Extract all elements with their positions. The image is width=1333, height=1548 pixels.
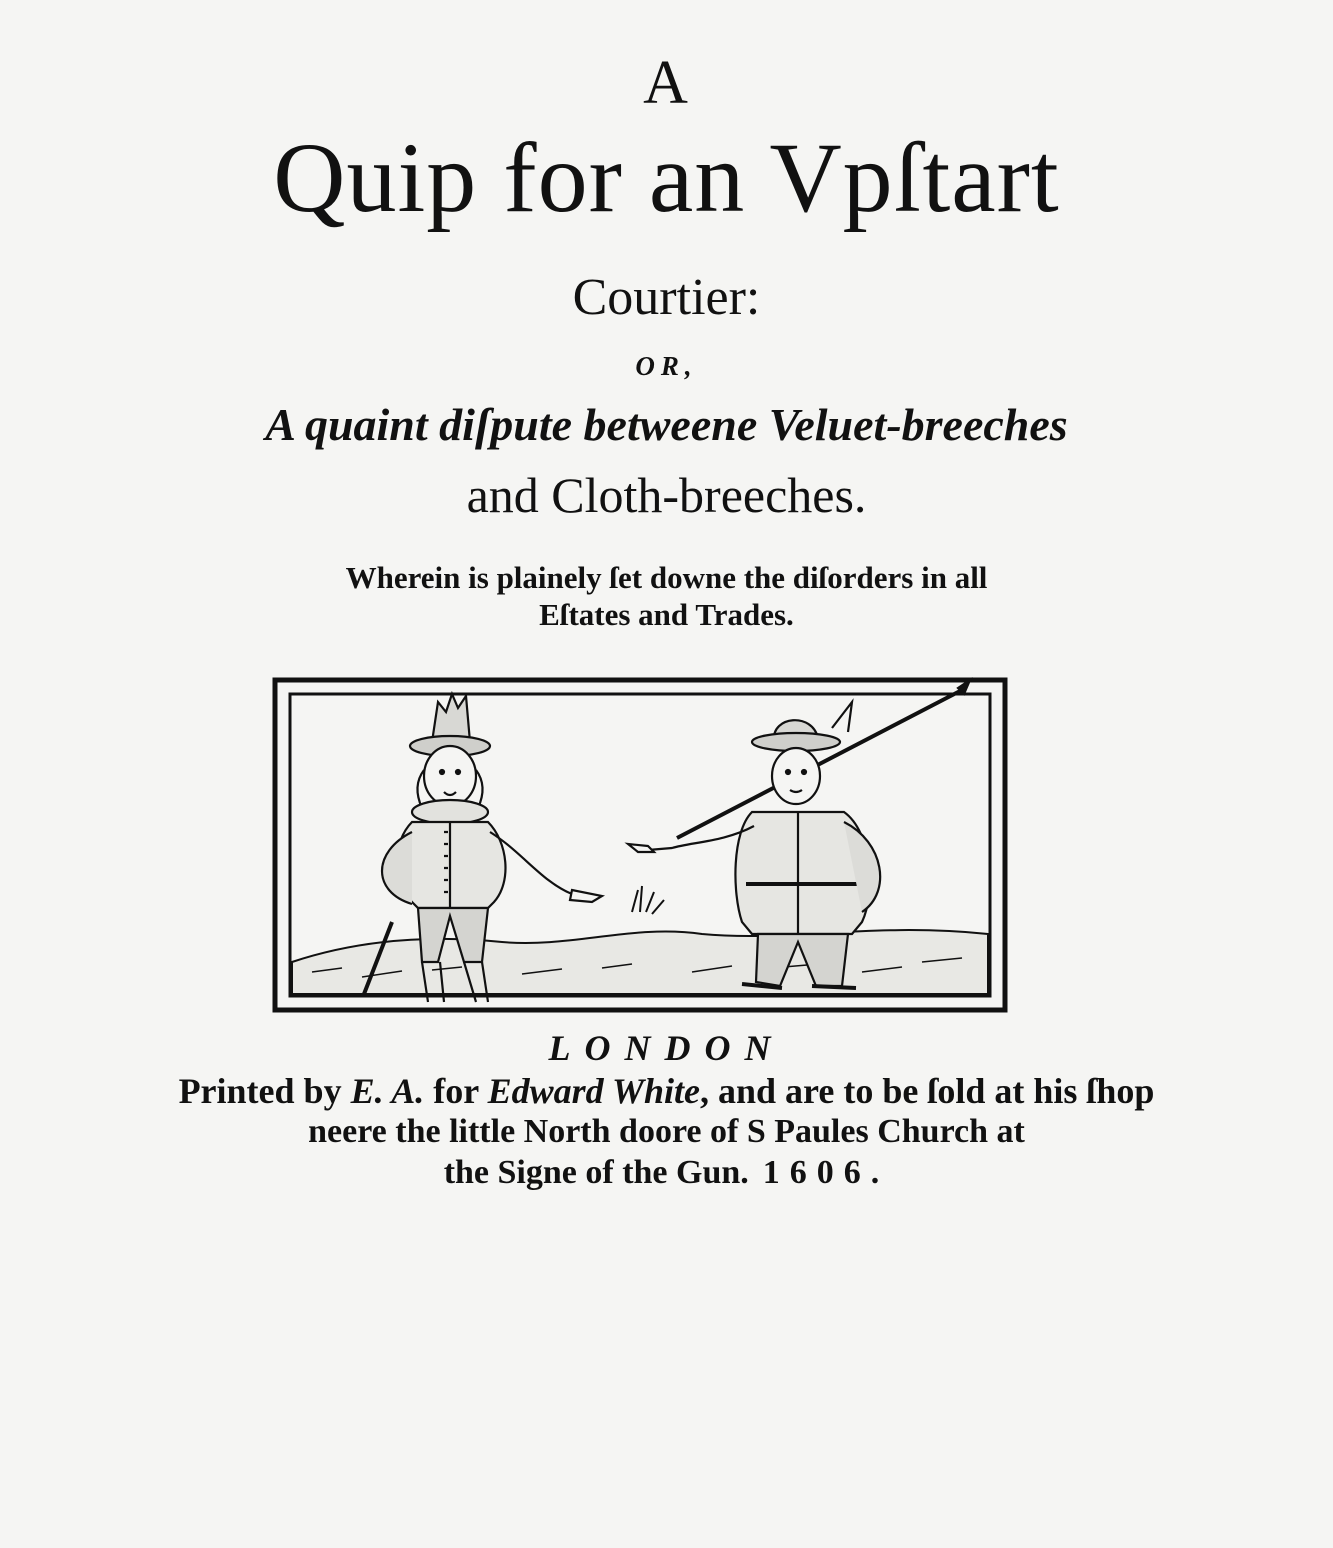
imprint-year: 1606. <box>762 1154 890 1191</box>
imprint-publisher: Edward White <box>487 1071 700 1111</box>
title-article: A <box>643 49 690 117</box>
title-courtier: Courtier: <box>572 269 761 326</box>
ground <box>292 930 988 994</box>
woodcut-illustration <box>272 672 1008 1014</box>
imprint-line-3 <box>0 1156 1333 1190</box>
imprint-for: for <box>424 1071 488 1111</box>
imprint-place: LONDON <box>548 1028 785 1068</box>
description-line-2: Eſtates and Trades. <box>539 597 794 632</box>
subtitle-line-2: and Cloth-breeches. <box>466 467 867 523</box>
imprint-printed-by: Printed by <box>178 1071 351 1111</box>
imprint-sign: the Signe of the Gun. <box>443 1154 749 1191</box>
grass-tuft <box>632 886 664 914</box>
imprint-line-1 <box>0 1073 1333 1109</box>
description-line-1: Wherein is plainely ſet downe the diſorders in all <box>345 560 988 595</box>
title-or: OR, <box>635 351 698 381</box>
imprint-shop: , and are to be ſold at his ſhop <box>700 1071 1155 1111</box>
title-main: Quip for an Vpſtart <box>273 122 1060 233</box>
imprint-printer: E. A. <box>350 1071 425 1111</box>
imprint-line-2: neere the little North doore of S Paules Church at <box>308 1113 1025 1150</box>
subtitle-line-1: A quaint diſpute betweene Veluet-breeches <box>265 399 1068 450</box>
